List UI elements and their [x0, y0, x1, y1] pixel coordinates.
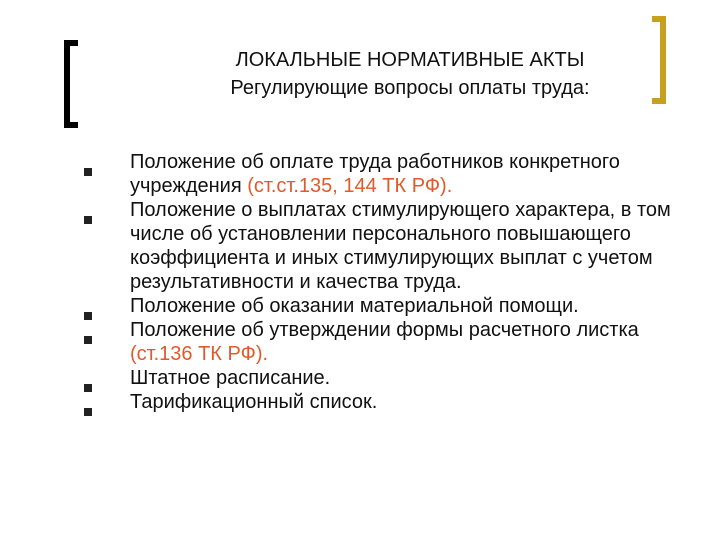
page-title: ЛОКАЛЬНЫЕ НОРМАТИВНЫЕ АКТЫ — [235, 49, 585, 71]
square-bullet-icon — [84, 168, 92, 176]
left-bracket-decoration — [64, 40, 78, 128]
right-bracket-decoration — [652, 16, 666, 104]
list-item-text: Штатное расписание. — [130, 367, 331, 389]
list-item — [84, 318, 684, 366]
header — [190, 46, 630, 102]
list-item — [84, 294, 684, 318]
list-item-text: Положение об оплате труда работников конкретного учреждения — [130, 151, 620, 197]
list-item-text: Положение об утверждении формы расчетного листка — [130, 319, 639, 341]
law-reference: (ст.136 ТК РФ). — [130, 343, 269, 365]
list-item — [84, 366, 684, 390]
square-bullet-icon — [84, 216, 92, 224]
list-item — [84, 198, 684, 294]
list-item-text: Положение о выплатах стимулирующего характера, в том числе об установлении персонального повышающего коэффициента и иных стимулирующих выплат с учетом результативности и качества труда. — [130, 199, 671, 293]
list-item — [84, 390, 684, 414]
list-item-text: Положение об оказании материальной помощи. — [130, 295, 579, 317]
document-list — [84, 150, 684, 414]
square-bullet-icon — [84, 336, 92, 344]
list-item-text: Тарификационный список. — [130, 391, 378, 413]
square-bullet-icon — [84, 408, 92, 416]
page-subtitle: Регулирующие вопросы оплаты труда: — [230, 77, 590, 99]
law-reference: (ст.ст.135, 144 ТК РФ). — [247, 175, 453, 197]
list-item — [84, 150, 684, 198]
